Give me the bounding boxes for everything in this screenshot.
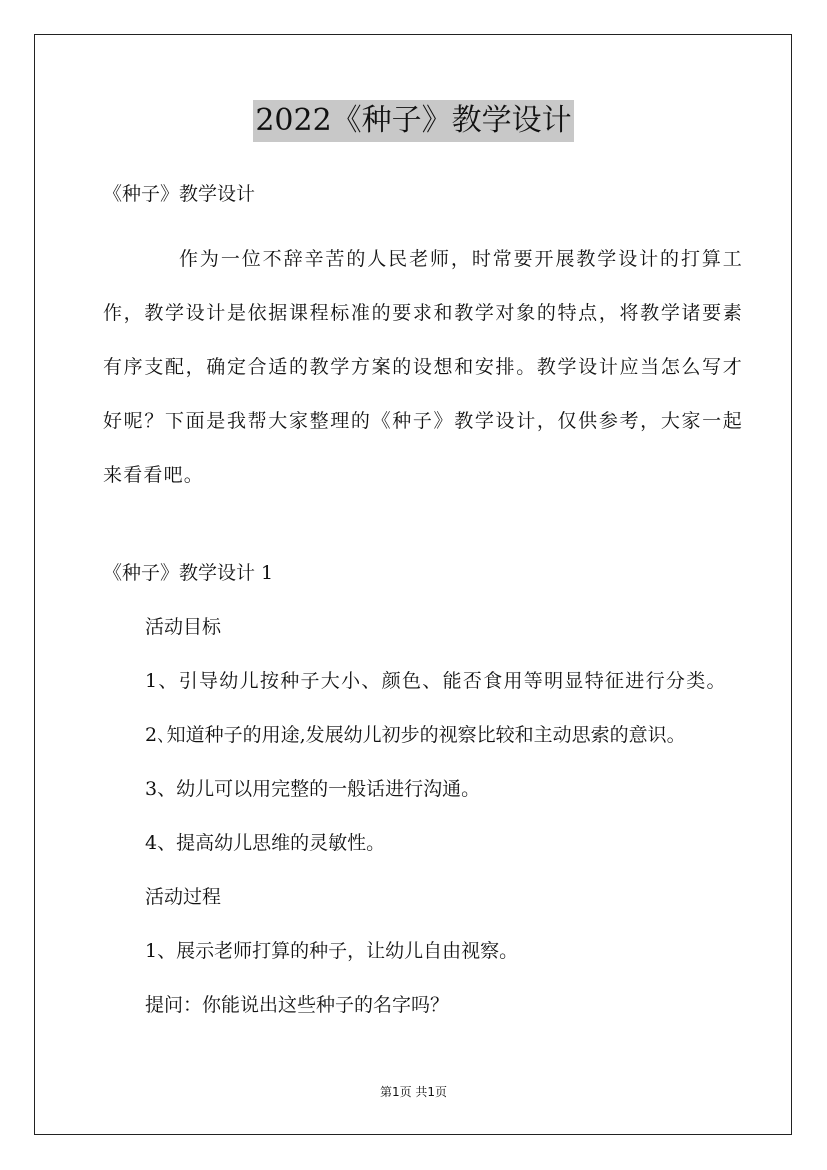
question-text: 提问：你能说出这些种子的名字吗？: [145, 994, 450, 1016]
process-step: 1、展示老师打算的种子，让幼儿自由视察。: [145, 940, 519, 962]
goal-item: 1、引导幼儿按种子大小、颜色、能否食用等明显特征进行分类。: [145, 670, 727, 692]
goals-heading: 活动目标: [145, 616, 222, 638]
document-title: 2022《种子》教学设计: [253, 100, 573, 142]
page-footer: 第1页 共1页: [379, 1085, 448, 1099]
intro-paragraph: 作为一位不辞辛苦的人民老师，时常要开展教学设计的打算工作，教学设计是依据课程标准的要求和教学对象的特点，将教学诸要素有序支配，确定合适的教学方案的设想和安排。教学设计应当怎么写才好呢？下面是我帮大家整理的《种子》教学设计，仅供参考，大家一起来看看吧。: [103, 248, 743, 486]
section-title: 《种子》教学设计 1: [103, 562, 274, 584]
goal-item: 3、幼儿可以用完整的一般话进行沟通。: [145, 778, 481, 800]
process-heading: 活动过程: [145, 886, 222, 908]
title-container: [0, 100, 827, 142]
goal-item: 4、提高幼儿思维的灵敏性。: [145, 832, 386, 854]
goal-item: 2､知道种子的用途,发展幼儿初步的视察比较和主动思索的意识。: [145, 724, 686, 746]
document-subtitle: 《种子》教学设计: [103, 183, 256, 205]
